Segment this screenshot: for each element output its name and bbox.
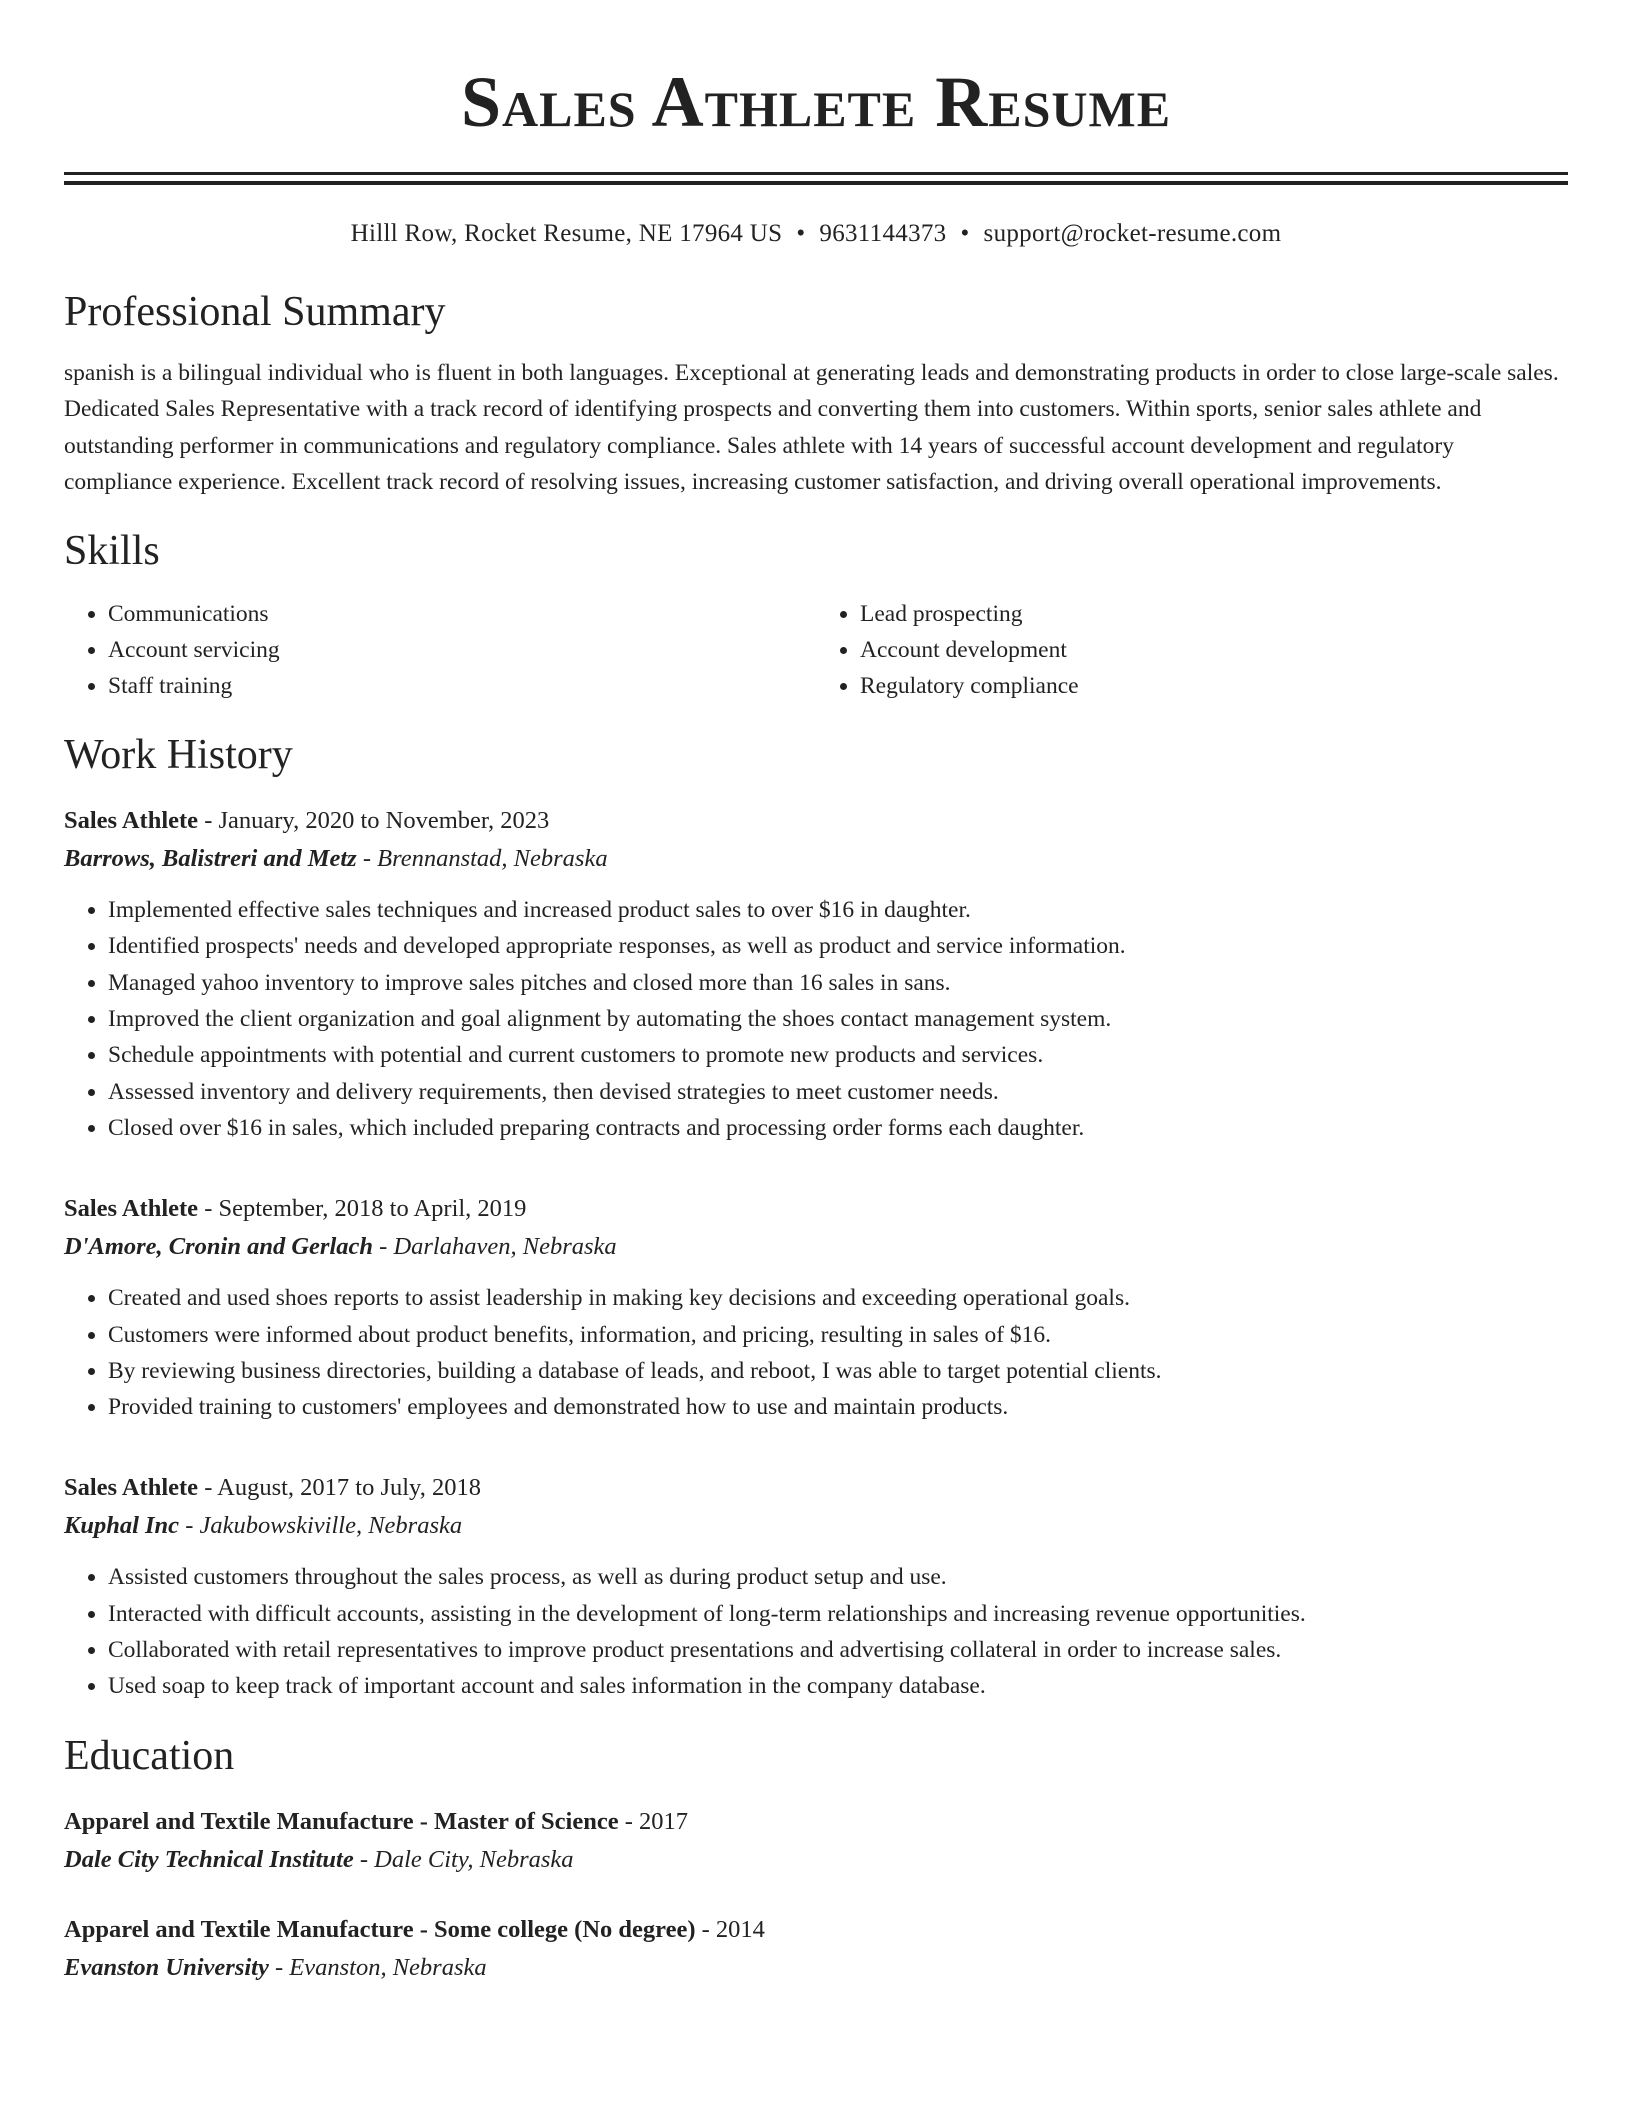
job-duty: • Identified prospects' needs and developed appropriate responses, as well as product and service information. — [108, 928, 1568, 964]
skill-item: • Lead prospecting — [860, 596, 1568, 632]
contact-address: Hilll Row, Rocket Resume, NE 17964 US — [350, 220, 783, 247]
summary-text: spanish is a bilingual individual who is fluent in both languages. Exceptional at generating leads and demonstrating products in order to close large-scale sales. Dedicated Sales Representative with a track record of identifying prospects and converting them into customers. Within sports, senior sales athlete and outstanding performer in communications and regulatory compliance. Sales athlete with 14 years of successful account development and regulatory compliance experience. Excellent track record of resolving issues, increasing customer satisfaction, and driving overall operational improvements. — [64, 360, 1559, 495]
job-duties — [64, 1559, 1568, 1704]
job-company: Barrows, Balistreri and Metz — [64, 845, 357, 873]
job-duty: • Created and used shoes reports to assist leadership in making key decisions and exceeding operational goals. — [108, 1280, 1568, 1316]
skill-item: • Communications — [108, 596, 816, 632]
contact-separator: • — [796, 220, 806, 247]
job-duty: • Provided training to customers' employees and demonstrated how to use and maintain products. — [108, 1389, 1568, 1425]
education-entry — [64, 1803, 1568, 1879]
job-duty: • By reviewing business directories, building a database of leads, and reboot, I was able to target potential clients. — [108, 1353, 1568, 1389]
job-duty: • Assisted customers throughout the sales process, as well as during product setup and use. — [108, 1559, 1568, 1595]
education-year: - 2014 — [695, 1915, 765, 1943]
job-duty: • Collaborated with retail representatives to improve product presentations and advertising collateral in order to increase sales. — [108, 1632, 1568, 1668]
work-history-heading: Work History — [64, 732, 293, 779]
education-degree: Apparel and Textile Manufacture - Some college (No degree) — [64, 1915, 696, 1943]
job-dates: - August, 2017 to July, 2018 — [198, 1474, 481, 1502]
job-duty: • Implemented effective sales techniques and increased product sales to over $16 in daughter. — [108, 892, 1568, 928]
job-entry — [64, 802, 1568, 1146]
resume-title: Sales Athlete Resume — [460, 62, 1172, 142]
education-institution — [64, 1949, 1568, 1987]
job-dates: - September, 2018 to April, 2019 — [198, 1195, 527, 1223]
education-header — [64, 1911, 1568, 1949]
job-duty: • Improved the client organization and goal alignment by automating the shoes contact management system. — [108, 1001, 1568, 1037]
job-duty: • Assessed inventory and delivery requirements, then devised strategies to meet customer needs. — [108, 1074, 1568, 1110]
skills-column-right — [816, 596, 1568, 704]
job-duty: • Schedule appointments with potential and current customers to promote new products and services. — [108, 1037, 1568, 1073]
education-school: Evanston University — [64, 1953, 269, 1981]
skills-list — [64, 596, 1568, 704]
job-duty: • Managed yahoo inventory to improve sales pitches and closed more than 16 sales in sans. — [108, 965, 1568, 1001]
skill-item: • Staff training — [108, 668, 816, 704]
education-entry — [64, 1911, 1568, 1987]
contact-separator: • — [960, 220, 970, 247]
skills-heading: Skills — [64, 528, 160, 575]
contact-phone: 9631144373 — [819, 220, 947, 247]
education-institution — [64, 1841, 1568, 1879]
job-role: Sales Athlete — [64, 807, 199, 835]
job-company: Kuphal Inc — [64, 1512, 180, 1540]
education-location: - Evanston, Nebraska — [268, 1953, 487, 1981]
job-header — [64, 1469, 1568, 1507]
education-heading: Education — [64, 1732, 235, 1779]
job-duty: • Interacted with difficult accounts, assisting in the development of long-term relationships and increasing revenue opportunities. — [108, 1596, 1568, 1632]
job-duty: • Customers were informed about product benefits, information, and pricing, resulting in sales of $16. — [108, 1317, 1568, 1353]
job-role: Sales Athlete — [64, 1474, 199, 1502]
skill-item: • Regulatory compliance — [860, 668, 1568, 704]
title-divider-bottom — [64, 181, 1568, 185]
education-degree: Apparel and Textile Manufacture - Master of Science — [64, 1807, 619, 1835]
job-employer — [64, 1228, 1568, 1266]
job-role: Sales Athlete — [64, 1195, 199, 1223]
job-duty: • Closed over $16 in sales, which included preparing contracts and processing order forms each daughter. — [108, 1110, 1568, 1146]
job-entry — [64, 1469, 1568, 1704]
job-location: - Jakubowskiville, Nebraska — [179, 1512, 463, 1540]
contact-line — [64, 219, 1568, 249]
skills-column-left — [64, 596, 816, 704]
skill-item: • Account servicing — [108, 632, 816, 668]
job-location: - Brennanstad, Nebraska — [356, 845, 608, 873]
skill-item: • Account development — [860, 632, 1568, 668]
education-location: - Dale City, Nebraska — [353, 1845, 574, 1873]
job-dates: - January, 2020 to November, 2023 — [198, 807, 550, 835]
job-header — [64, 802, 1568, 840]
job-duties — [64, 892, 1568, 1146]
summary-heading: Professional Summary — [64, 289, 446, 335]
education-school: Dale City Technical Institute — [64, 1845, 354, 1873]
contact-email: support@rocket-resume.com — [983, 220, 1282, 247]
job-company: D'Amore, Cronin and Gerlach — [64, 1233, 374, 1261]
job-duties — [64, 1280, 1568, 1425]
education-year: - 2017 — [618, 1807, 689, 1835]
job-duty: • Used soap to keep track of important account and sales information in the company database. — [108, 1668, 1568, 1704]
job-location: - Darlahaven, Nebraska — [373, 1233, 617, 1261]
title-divider-top — [64, 172, 1568, 175]
job-employer — [64, 1507, 1568, 1545]
job-employer — [64, 840, 1568, 878]
job-entry — [64, 1190, 1568, 1425]
job-header — [64, 1190, 1568, 1228]
education-header — [64, 1803, 1568, 1841]
